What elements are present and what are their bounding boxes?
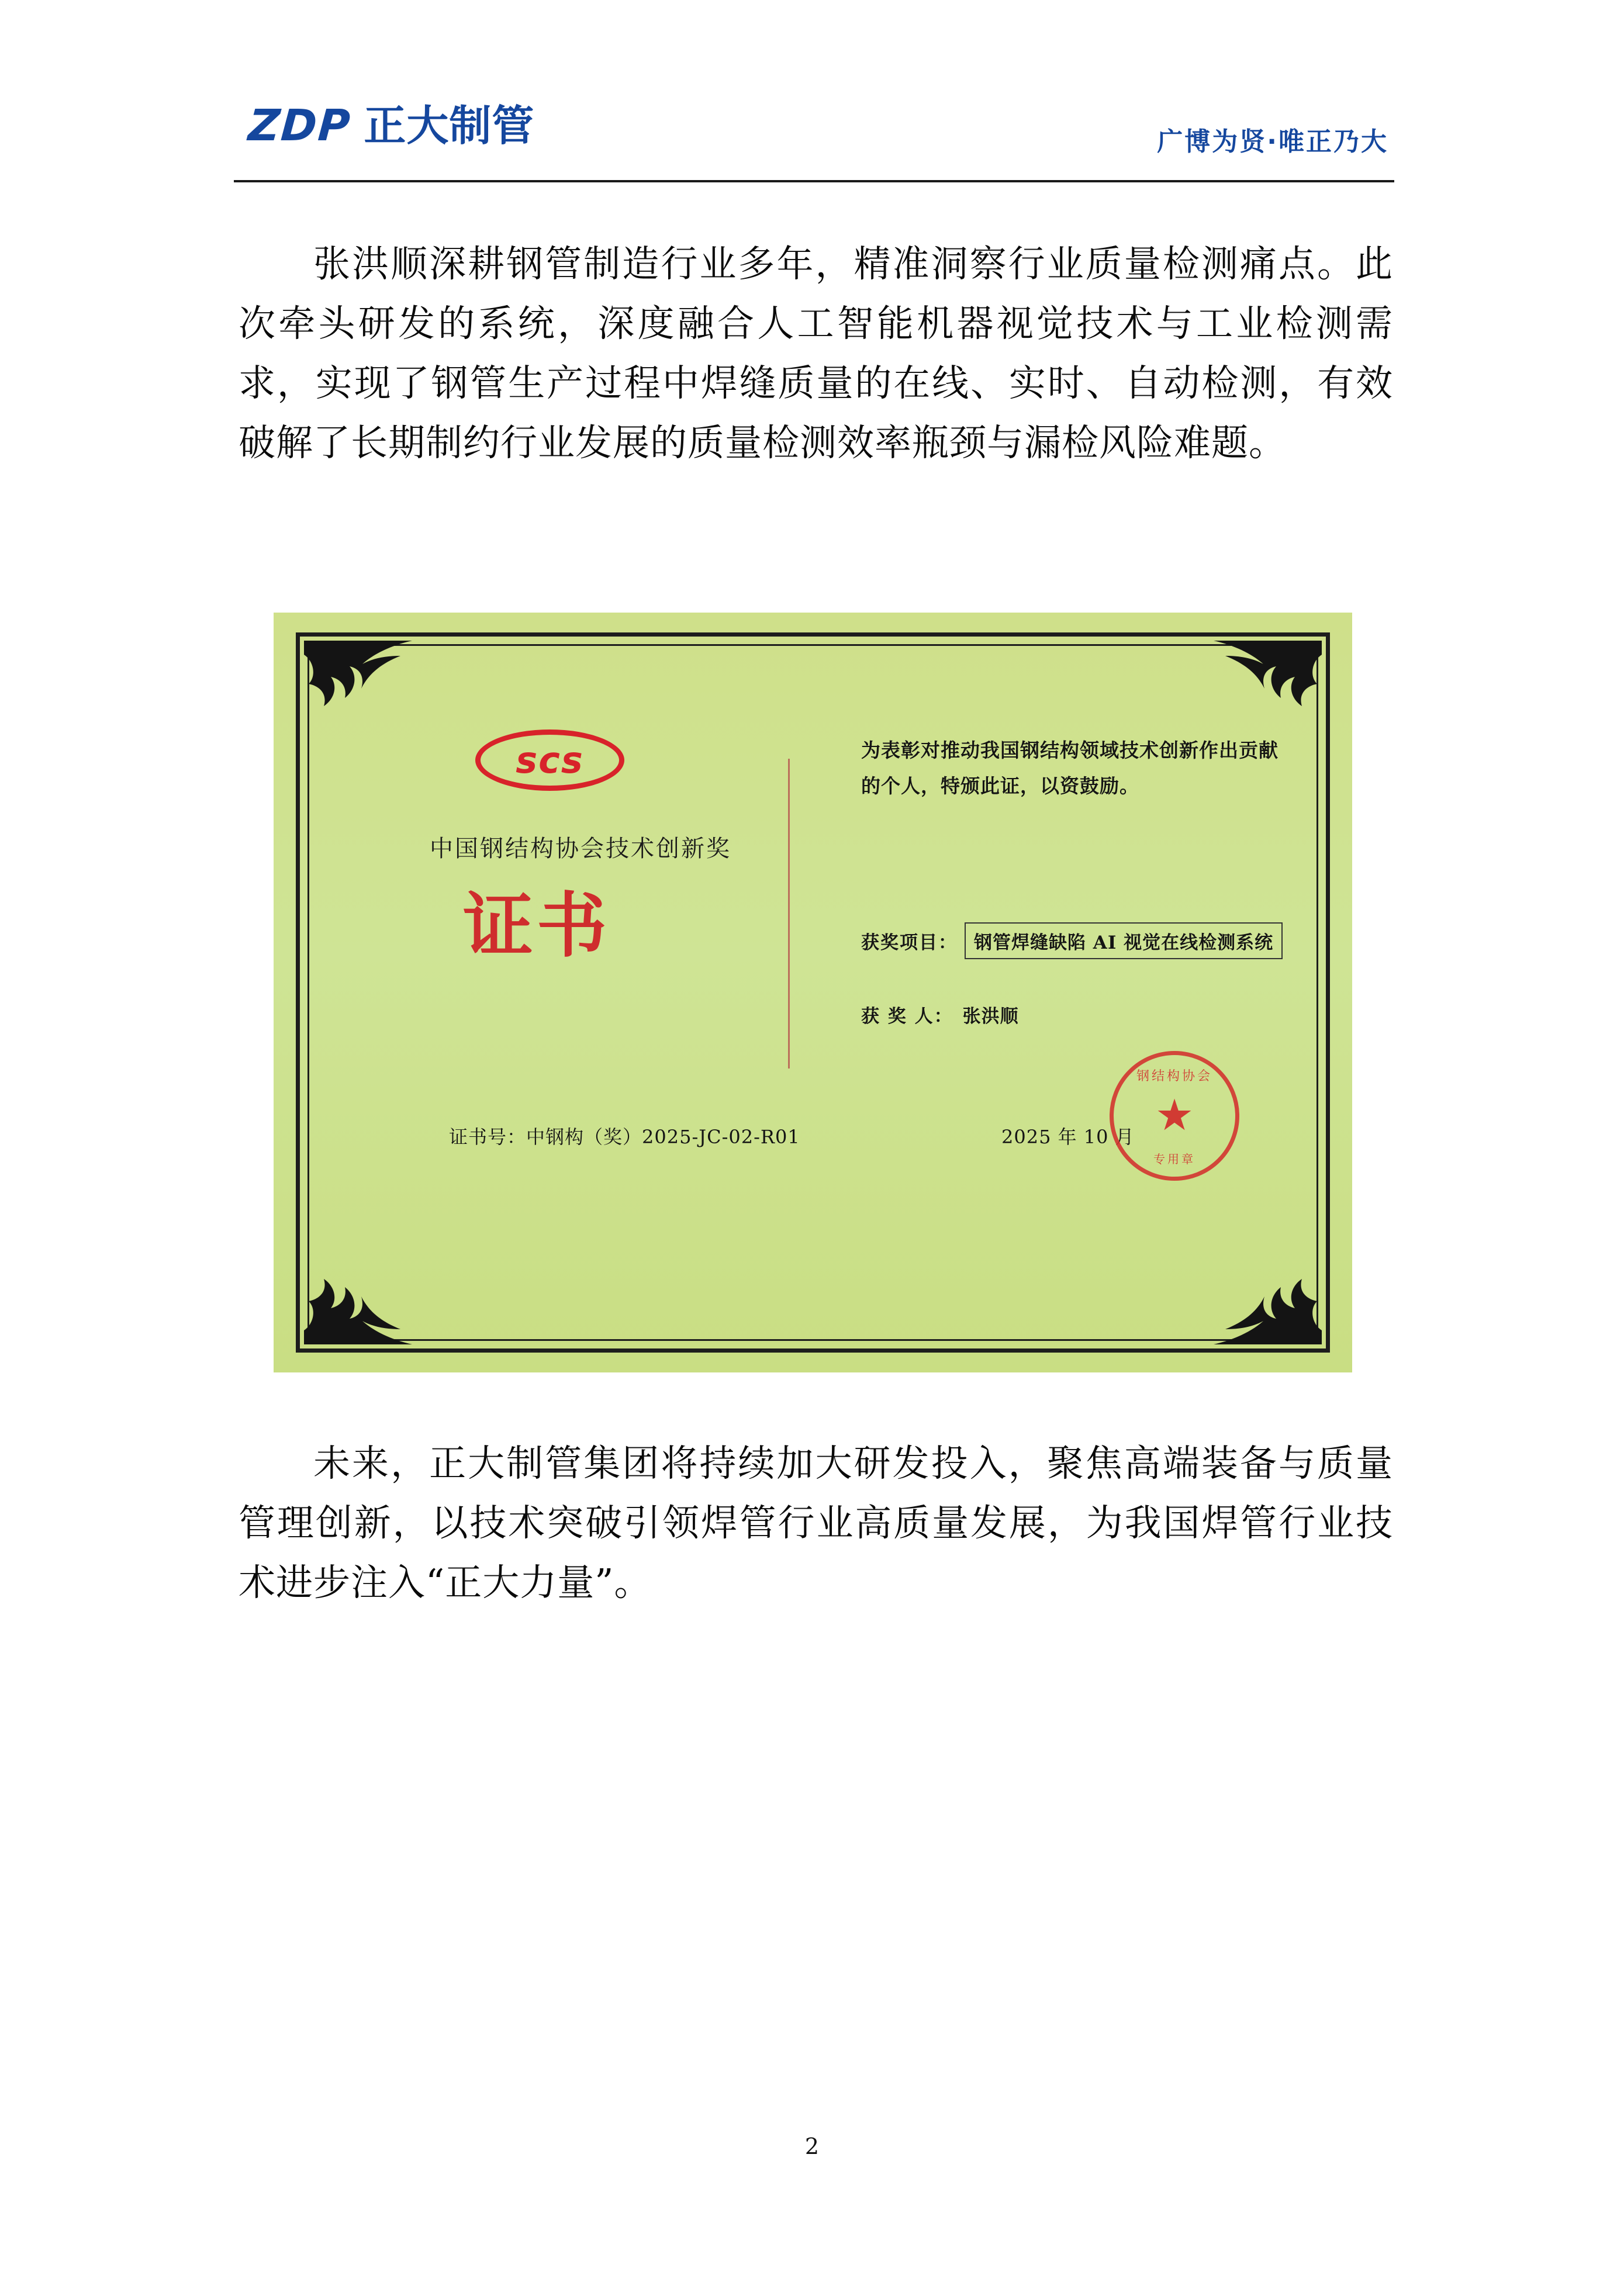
star-icon: ★: [1155, 1092, 1194, 1140]
company-logo: [246, 101, 535, 151]
certificate-winner-label: 获 奖 人：: [861, 1006, 953, 1027]
scs-emblem-icon: [475, 729, 624, 791]
certificate-title: 证书: [463, 884, 610, 967]
seal-top-text: 钢结构协会: [1136, 1069, 1212, 1084]
certificate-image: [274, 613, 1352, 1372]
logo-mark-text: ZDP: [246, 101, 353, 151]
logo-company-name: 正大制管: [364, 101, 535, 150]
certificate-date: 2025 年 10 月: [1001, 1126, 1135, 1148]
certificate-divider: [788, 759, 790, 1069]
certificate-project-row: [861, 922, 1283, 959]
ornament-corner-icon: [304, 1274, 412, 1344]
certificate-winner-row: [861, 997, 1021, 1032]
page-number: 2: [804, 2134, 820, 2159]
ornament-corner-icon: [1214, 1274, 1322, 1344]
certificate-number: 证书号：中钢构（奖）2025-JC-02-R01: [449, 1126, 800, 1148]
certificate-citation: 为表彰对推动我国钢结构领域技术创新作出贡献的个人，特颁此证，以资鼓励。: [861, 739, 1279, 798]
ornament-corner-icon: [1214, 641, 1322, 711]
page-header: [234, 99, 1394, 181]
paragraph-one: 张洪顺深耕钢管制造行业多年，精准洞察行业质量检测痛点。此次牵头研发的系统，深度融合人工智能机器视觉技术与工业检测需求，实现了钢管生产过程中焊缝质量的在线、实时、自动检测，有效破解了长期制约行业发展的质量检测效率瓶颈与漏检风险难题。: [239, 243, 1393, 465]
certificate-organization: 中国钢结构协会技术创新奖: [430, 835, 731, 862]
official-seal-icon: [1110, 1051, 1239, 1181]
ornament-corner-icon: [304, 641, 412, 711]
scs-emblem-text: scs: [516, 739, 584, 782]
seal-bottom-text: 专用章: [1153, 1152, 1195, 1166]
header-divider: [234, 180, 1394, 182]
paragraph-two: 未来，正大制管集团将持续加大研发投入，聚焦高端装备与质量管理创新，以技术突破引领焊管行业高质量发展，为我国焊管行业技术进步注入“正大力量”。: [239, 1442, 1393, 1605]
certificate-project-label: 获奖项目：: [861, 932, 958, 953]
certificate-project-value: 钢管焊缝缺陷 AI 视觉在线检测系统: [965, 922, 1283, 959]
header-slogan: 广博为贤·唯正乃大: [1157, 127, 1388, 157]
certificate-winner-value: 张洪顺: [962, 1006, 1019, 1027]
